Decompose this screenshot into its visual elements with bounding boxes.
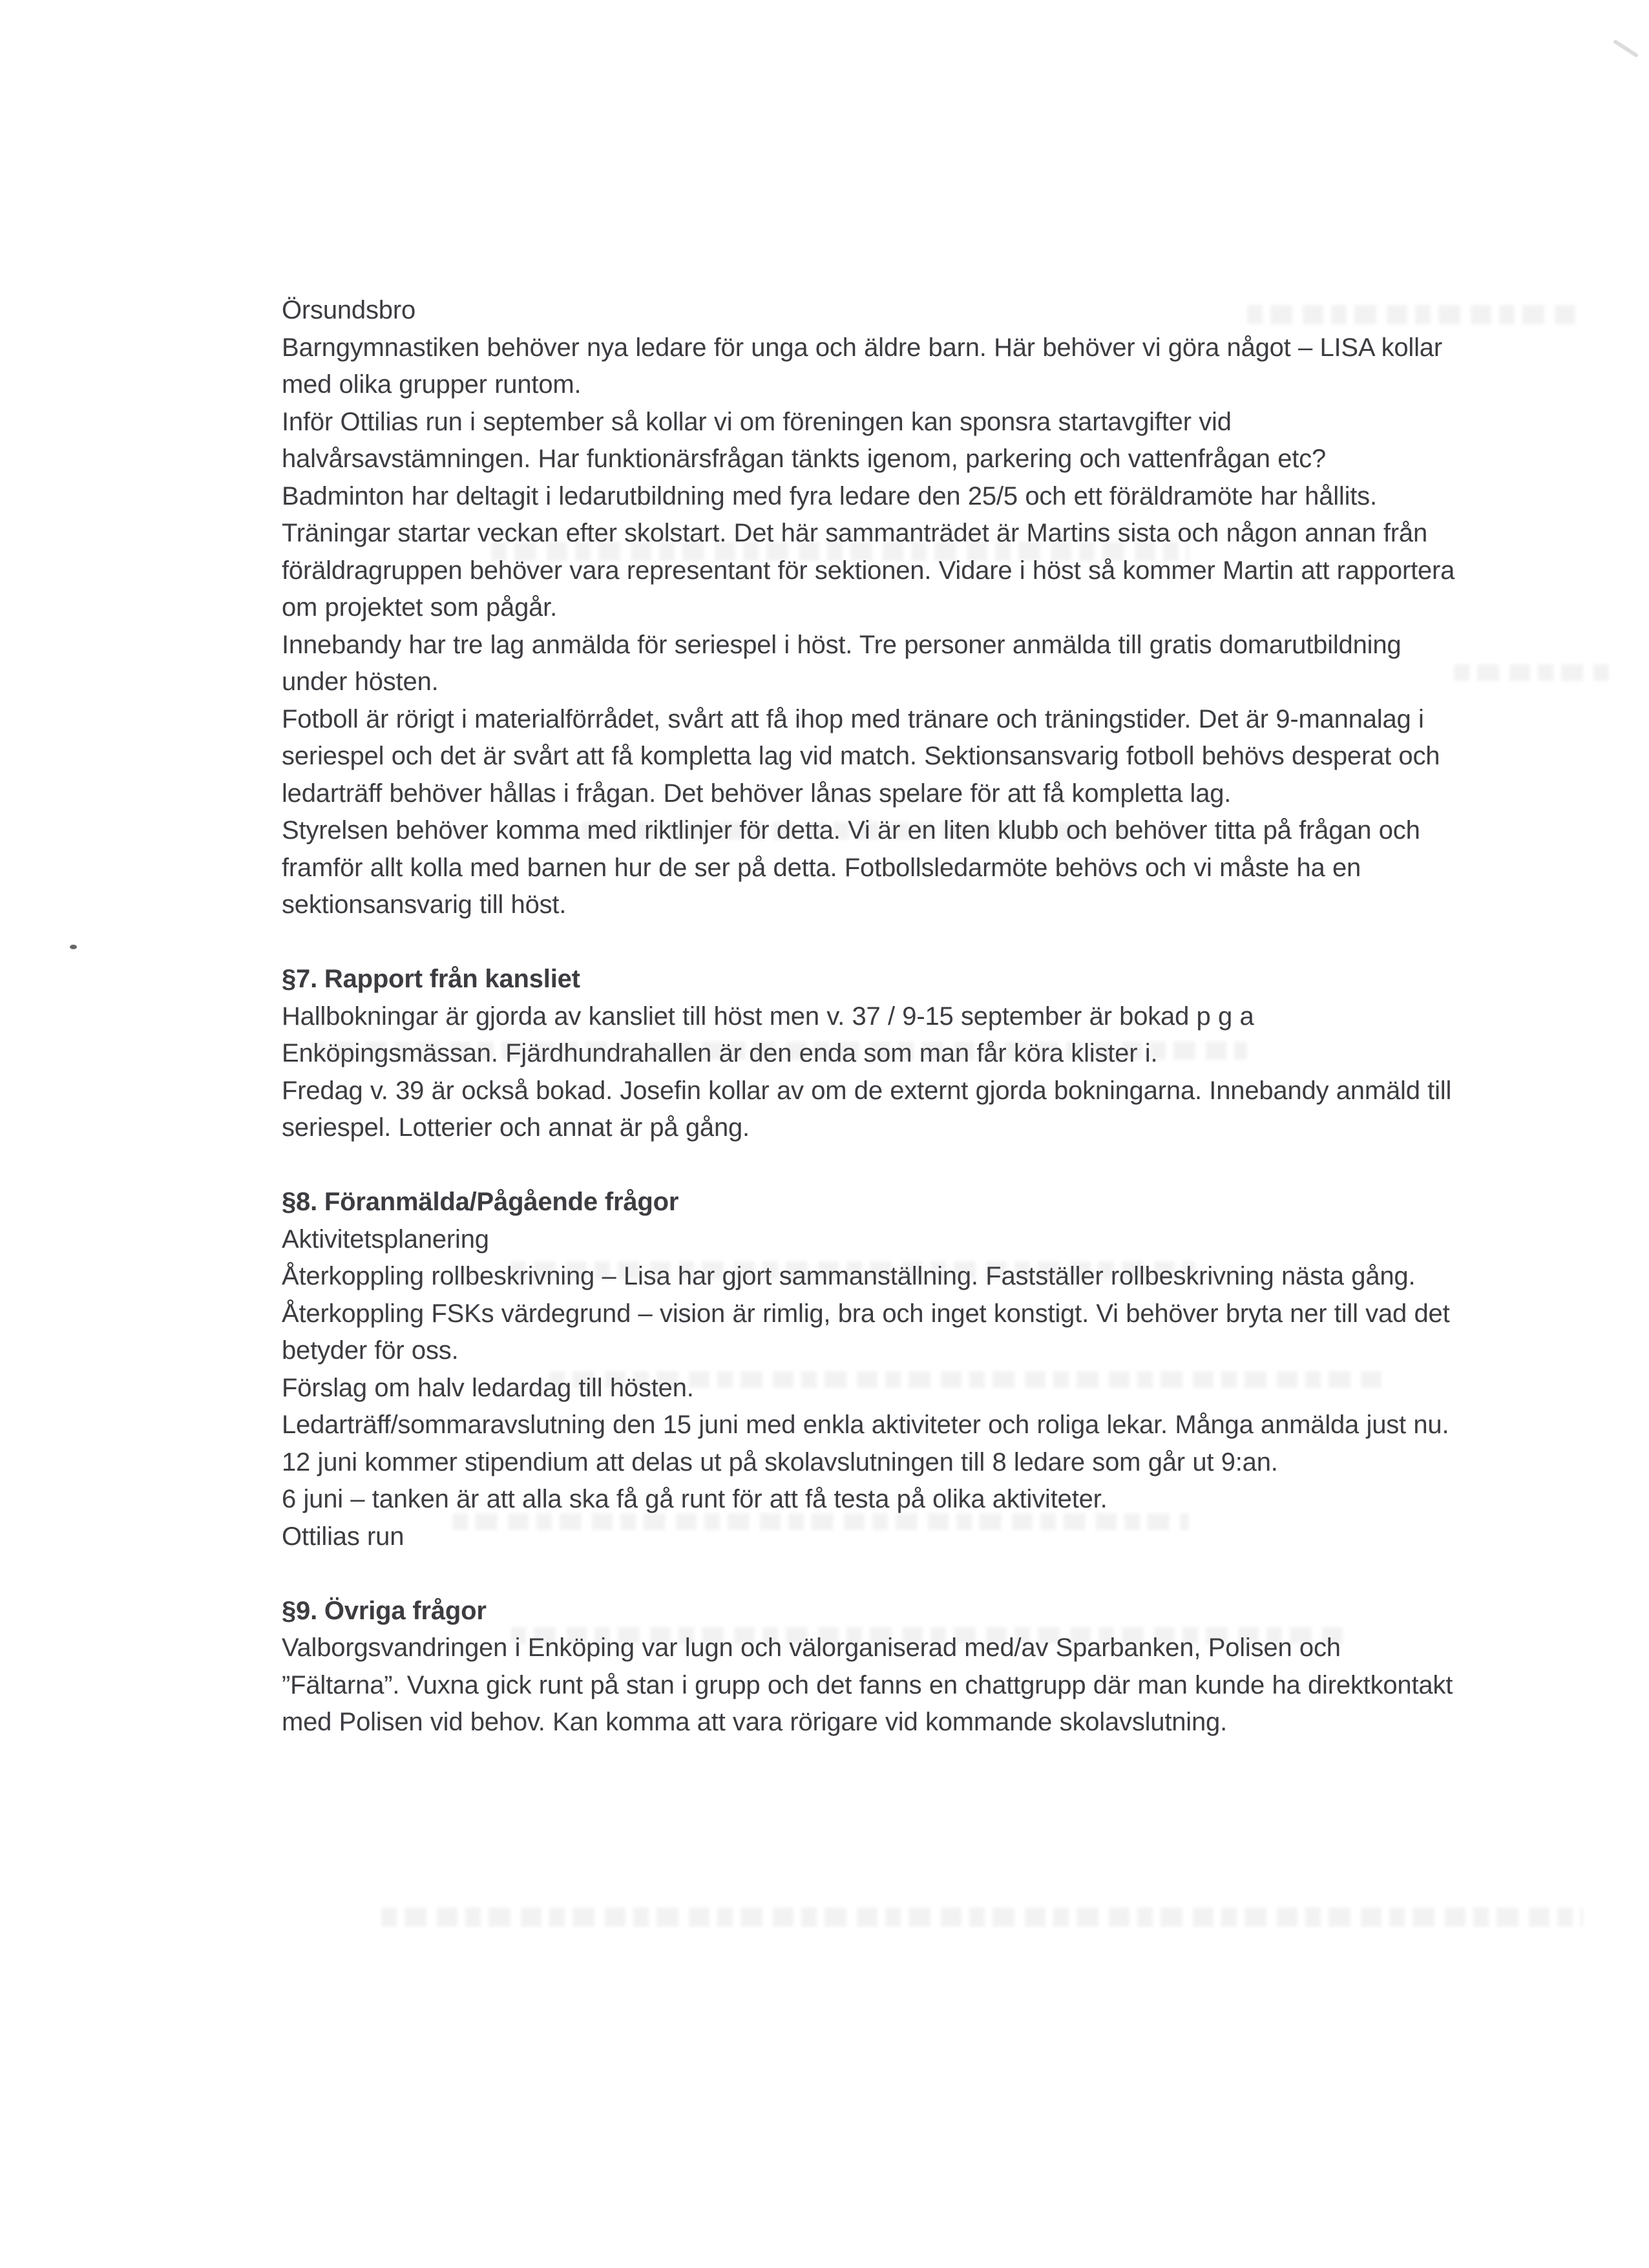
ink-speck <box>70 945 77 949</box>
bleedthrough-ghost <box>381 1907 1583 1927</box>
document-content <box>282 292 1459 1741</box>
paragraph: Innebandy har tre lag anmälda för seriespel i höst. Tre personer anmälda till gratis domarutbildning under hösten. <box>282 630 1402 696</box>
paragraph: Inför Ottilias run i september så kollar vi om föreningen kan sponsra startavgifter vid halvårsavstämningen. Har funktionärsfrågan tänkts igenom, parkering och vattenfrågan etc? <box>282 407 1327 473</box>
paragraph: Styrelsen behöver komma med riktlinjer för detta. Vi är en liten klubb och behöver titta på frågan och framför allt kolla med barnen hur de ser på detta. Fotbollsledarmöte behövs och vi måste ha en sektionsansvarig till höst. <box>282 816 1420 919</box>
paragraph: Fredag v. 39 är också bokad. Josefin kollar av om de externt gjorda bokningarna. Innebandy anmäld till seriespel. Lotterier och annat är på gång. <box>282 1076 1452 1142</box>
scan-artifact <box>1613 39 1639 58</box>
section-heading: §9. Övriga frågor <box>282 1596 487 1625</box>
paragraph: Återkoppling FSKs värdegrund – vision är rimlig, bra och inget konstigt. Vi behöver bryta ner till vad det betyder för oss. <box>282 1299 1450 1365</box>
paragraph: Aktivitetsplanering <box>282 1224 489 1254</box>
paragraph: Valborgsvandringen i Enköping var lugn och välorganiserad med/av Sparbanken, Polisen och ”Fältarna”. Vuxna gick runt på stan i grupp och det fanns en chattgrupp där man kunde ha direktkontakt med Polisen vid behov. Kan komma att vara rörigare vid kommande skolavslutning. <box>282 1633 1453 1736</box>
section-heading: §7. Rapport från kansliet <box>282 965 580 993</box>
paragraph: Örsundsbro <box>282 296 415 324</box>
section-heading: §8. Föranmälda/Pågående frågor <box>282 1188 679 1216</box>
paragraph: Barngymnastiken behöver nya ledare för unga och äldre barn. Här behöver vi göra något – LISA kollar med olika grupper runtom. <box>282 333 1442 399</box>
paragraph: 12 juni kommer stipendium att delas ut på skolavslutningen till 8 ledare som går ut 9:an. <box>282 1447 1278 1476</box>
paragraph: Fotboll är rörigt i materialförrådet, svårt att få ihop med tränare och träningstider. Det är 9-mannalag i seriespel och det är svårt att få kompletta lag vid match. Sektionsansvarig fotboll behövs desperat och ledarträff behöver hållas i frågan. Det behöver lånas spelare för att få kompletta lag. <box>282 704 1440 808</box>
paragraph: Återkoppling rollbeskrivning – Lisa har gjort sammanställning. Fastställer rollbeskrivning nästa gång. <box>282 1262 1416 1290</box>
paragraph: Hallbokningar är gjorda av kansliet till höst men v. 37 / 9-15 september är bokad p g a Enköpingsmässan. Fjärdhundrahallen är den enda som man får köra klister i. <box>282 1002 1254 1067</box>
paragraph: Ottilias run <box>282 1522 404 1551</box>
paragraph: Ledarträff/sommaravslutning den 15 juni med enkla aktiviteter och roliga lekar. Många anmälda just nu. <box>282 1411 1449 1439</box>
paragraph: Förslag om halv ledardag till hösten. <box>282 1373 694 1402</box>
paragraph: 6 juni – tanken är att alla ska få gå runt för att få testa på olika aktiviteter. <box>282 1485 1108 1513</box>
bleedthrough-ghost <box>1454 664 1609 681</box>
paragraph: Badminton har deltagit i ledarutbildning med fyra ledare den 25/5 och ett föräldramöte har hållits. Träningar startar veckan efter skolstart. Det här sammanträdet är Martins sista och någon annan från föräldragruppen behöver vara representant för sektionen. Vidare i höst så kommer Martin att rapportera om projektet som pågår. <box>282 481 1455 622</box>
